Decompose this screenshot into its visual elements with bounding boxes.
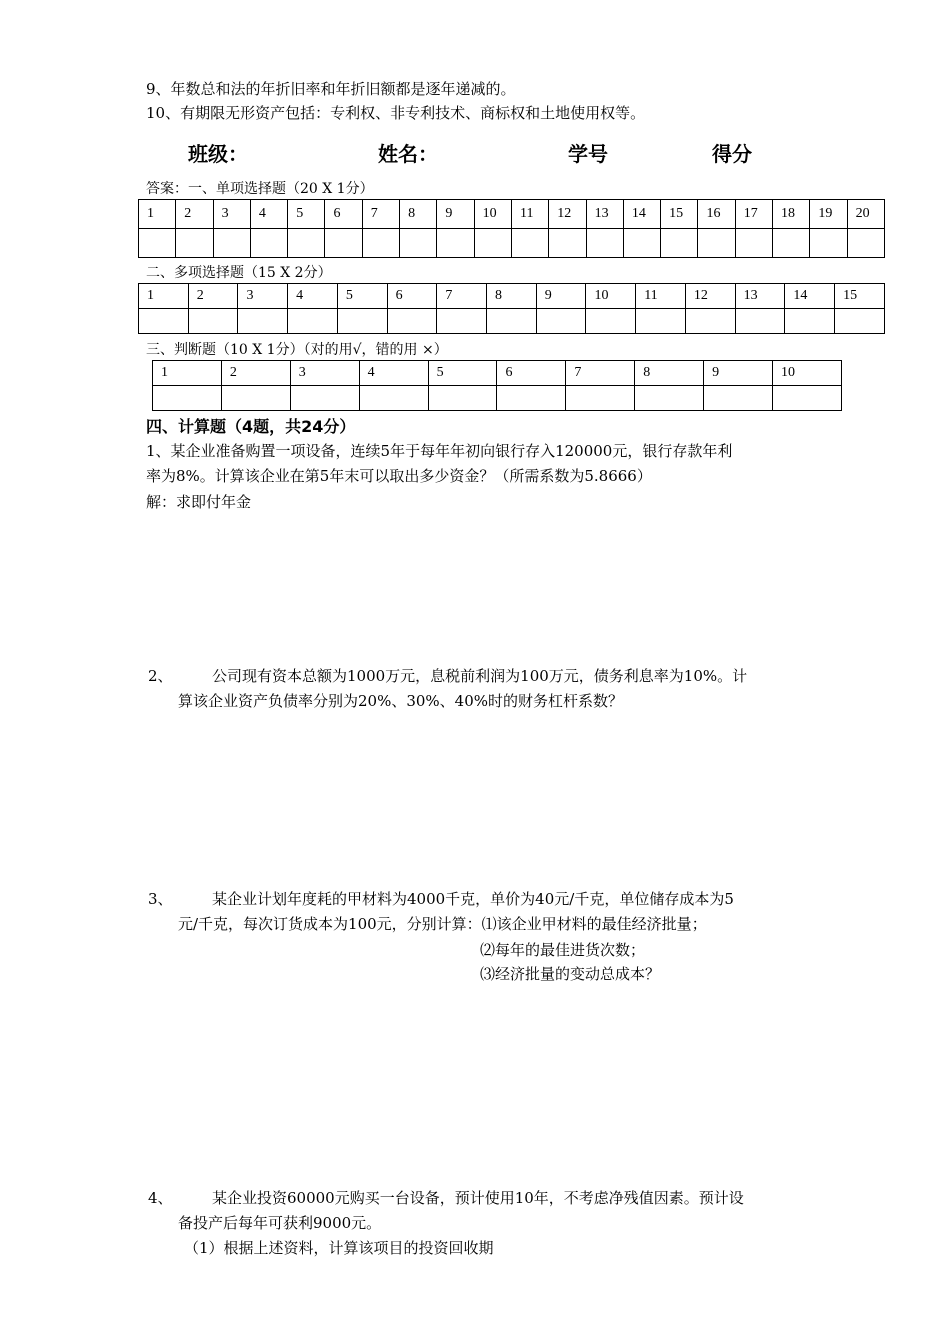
q3-line-1: 某企业计划年度耗的甲材料为4000千克，单价为40元/千克，单位储存成本为5 [212, 890, 734, 908]
student-id-label: 学号 [568, 142, 608, 166]
question-number-cell: 5 [428, 361, 497, 386]
section1-title: 答案：一、单项选择题（20 X 1分） [146, 181, 374, 197]
answer-cell[interactable] [704, 386, 773, 411]
question-number-cell: 1 [153, 361, 222, 386]
name-label: 姓名： [378, 142, 438, 166]
answer-cell[interactable] [835, 309, 885, 334]
single-choice-answer-table [138, 199, 885, 258]
question-number-cell: 12 [685, 284, 735, 309]
answer-cell[interactable] [810, 229, 847, 258]
question-number-cell: 9 [536, 284, 586, 309]
answer-cell[interactable] [474, 229, 511, 258]
question-number-cell: 16 [698, 200, 735, 229]
question-number-cell: 6 [387, 284, 437, 309]
multiple-choice-answer-table [138, 283, 885, 334]
question-number-cell: 10 [586, 284, 636, 309]
answer-cell[interactable] [735, 309, 785, 334]
answer-cell[interactable] [511, 229, 548, 258]
answer-cell[interactable] [586, 309, 636, 334]
answer-cell[interactable] [735, 229, 772, 258]
answer-cell[interactable] [487, 309, 537, 334]
answer-cell[interactable] [362, 229, 399, 258]
q2-line-2: 算该企业资产负债率分别为20%、30%、40%时的财务杠杆系数？ [178, 692, 624, 710]
question-number-cell: 5 [288, 200, 325, 229]
answer-cell[interactable] [773, 229, 810, 258]
q3-line-2: 元/千克，每次订货成本为100元，分别计算：⑴该企业甲材料的最佳经济批量； [178, 915, 707, 933]
question-number-cell: 13 [735, 284, 785, 309]
answer-cell[interactable] [437, 309, 487, 334]
section3-title: 三、判断题（10 X 1分）（对的用√，错的用 ×） [146, 342, 448, 358]
question-number-cell: 12 [549, 200, 586, 229]
question-number-cell: 7 [362, 200, 399, 229]
answer-cell[interactable] [785, 309, 835, 334]
question-number-cell: 6 [325, 200, 362, 229]
answer-cell[interactable] [661, 229, 698, 258]
question-number-cell: 4 [250, 200, 287, 229]
answer-cell[interactable] [290, 386, 359, 411]
question-number-cell: 9 [437, 200, 474, 229]
q4-line-1: 某企业投资60000元购买一台设备，预计使用10年，不考虑净残值因素。预计设 [212, 1189, 744, 1207]
question-number-cell: 15 [661, 200, 698, 229]
section2-title: 二、多项选择题（15 X 2分） [146, 265, 332, 281]
q3-line-4: ⑶经济批量的变动总成本？ [480, 965, 661, 983]
answer-cell[interactable] [288, 309, 338, 334]
question-number-cell: 8 [400, 200, 437, 229]
answer-cell[interactable] [437, 229, 474, 258]
answer-cell[interactable] [636, 309, 686, 334]
question-number-cell: 4 [359, 361, 428, 386]
answer-cell[interactable] [549, 229, 586, 258]
q2-line-1: 公司现有资本总额为1000万元，息税前利润为100万元，债务利息率为10%。计 [212, 667, 748, 685]
question-number-cell: 3 [290, 361, 359, 386]
question-number-cell: 3 [238, 284, 288, 309]
score-label: 得分 [712, 142, 752, 166]
intro-line-9: 9、年数总和法的年折旧率和年折旧额都是逐年递减的。 [146, 80, 516, 98]
answer-cell[interactable] [139, 309, 189, 334]
q2-number: 2、 [148, 667, 173, 685]
question-number-cell: 3 [213, 200, 250, 229]
answer-cell[interactable] [536, 309, 586, 334]
q4-line-3: （1）根据上述资料，计算该项目的投资回收期 [184, 1239, 494, 1257]
question-number-cell: 13 [586, 200, 623, 229]
question-number-cell: 10 [773, 361, 842, 386]
answer-cell[interactable] [685, 309, 735, 334]
student-info-header [0, 138, 950, 168]
q3-number: 3、 [148, 890, 173, 908]
question-number-cell: 8 [635, 361, 704, 386]
question-number-cell: 7 [566, 361, 635, 386]
answer-cell[interactable] [698, 229, 735, 258]
q4-line-2: 备投产后每年可获利9000元。 [178, 1214, 382, 1232]
answer-cell[interactable] [325, 229, 362, 258]
q3-line-3: ⑵每年的最佳进货次数； [480, 941, 646, 959]
answer-cell[interactable] [359, 386, 428, 411]
question-number-cell: 1 [139, 200, 176, 229]
answer-cell[interactable] [623, 229, 660, 258]
answer-cell[interactable] [428, 386, 497, 411]
question-number-cell: 2 [221, 361, 290, 386]
answer-cell[interactable] [288, 229, 325, 258]
q1-line-2: 率为8%。计算该企业在第5年末可以取出多少资金？（所需系数为5.8666） [146, 467, 652, 485]
answer-cell[interactable] [773, 386, 842, 411]
answer-cell[interactable] [176, 229, 213, 258]
answer-cell[interactable] [153, 386, 222, 411]
question-number-cell: 19 [810, 200, 847, 229]
answer-cell[interactable] [221, 386, 290, 411]
answer-cell[interactable] [847, 229, 884, 258]
answer-cell[interactable] [400, 229, 437, 258]
answer-cell[interactable] [586, 229, 623, 258]
answer-cell[interactable] [250, 229, 287, 258]
question-number-cell: 6 [497, 361, 566, 386]
answer-cell[interactable] [635, 386, 704, 411]
question-number-cell: 11 [511, 200, 548, 229]
answer-cell[interactable] [188, 309, 238, 334]
class-label: 班级： [188, 142, 248, 166]
q1-answer: 解：求即付年金 [146, 493, 252, 511]
question-number-cell: 9 [704, 361, 773, 386]
answer-cell[interactable] [213, 229, 250, 258]
question-number-cell: 20 [847, 200, 884, 229]
question-number-cell: 5 [337, 284, 387, 309]
question-number-cell: 2 [188, 284, 238, 309]
q1-line-1: 1、某企业准备购置一项设备，连续5年于每年年初向银行存入120000元，银行存款年利 [146, 442, 733, 460]
question-number-cell: 14 [623, 200, 660, 229]
answer-cell[interactable] [566, 386, 635, 411]
intro-line-10: 10、有期限无形资产包括：专利权、非专利技术、商标权和土地使用权等。 [146, 104, 646, 122]
question-number-cell: 17 [735, 200, 772, 229]
answer-cell[interactable] [387, 309, 437, 334]
answer-cell[interactable] [497, 386, 566, 411]
question-number-cell: 18 [773, 200, 810, 229]
true-false-answer-table [152, 360, 842, 411]
question-number-cell: 1 [139, 284, 189, 309]
question-number-cell: 4 [288, 284, 338, 309]
question-number-cell: 7 [437, 284, 487, 309]
section4-title: 四、计算题（4题，共24分） [146, 417, 356, 436]
question-number-cell: 15 [835, 284, 885, 309]
answer-cell[interactable] [337, 309, 387, 334]
question-number-cell: 10 [474, 200, 511, 229]
q4-number: 4、 [148, 1189, 173, 1207]
question-number-cell: 8 [487, 284, 537, 309]
answer-cell[interactable] [238, 309, 288, 334]
question-number-cell: 11 [636, 284, 686, 309]
answer-cell[interactable] [139, 229, 176, 258]
question-number-cell: 14 [785, 284, 835, 309]
question-number-cell: 2 [176, 200, 213, 229]
